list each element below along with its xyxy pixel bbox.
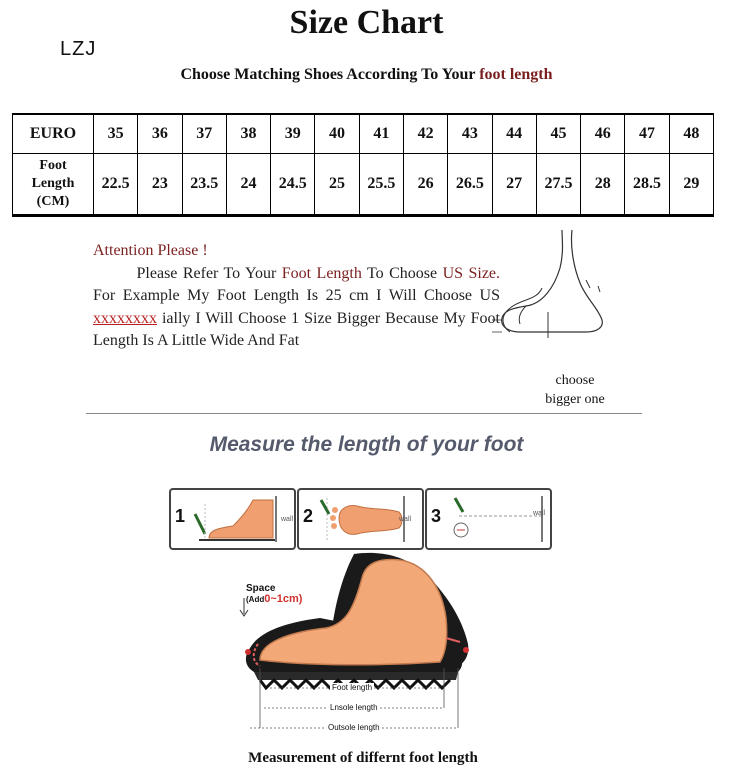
attention-note [93, 240, 500, 353]
foot-side-icon [189, 494, 293, 546]
step-3 [425, 488, 552, 550]
foot-length-cell: 23 [138, 154, 182, 215]
caption-line: bigger one [545, 392, 605, 407]
section-divider [86, 413, 642, 414]
step-number: 3 [431, 506, 442, 526]
foot-length-header-line: Length [31, 176, 75, 191]
caption-line: choose [555, 373, 595, 388]
table-bottom-rule [12, 215, 714, 217]
foot-length-header [13, 154, 94, 215]
foot-length-cell: 25.5 [359, 154, 403, 215]
foot-length-cell: 28.5 [625, 154, 669, 215]
foot-length-row [13, 154, 714, 215]
euro-header: EURO [13, 115, 94, 154]
euro-size-cell: 46 [581, 115, 625, 154]
step-2 [297, 488, 424, 550]
foot-length-cell: 27 [492, 154, 536, 215]
attention-text [93, 263, 500, 353]
space-label [246, 583, 302, 605]
euro-size-cell: 44 [492, 115, 536, 154]
euro-row [13, 115, 714, 154]
foot-length-cell: 24.5 [271, 154, 315, 215]
note-us-size: US Size. [442, 264, 501, 282]
foot-length-cell: 26 [403, 154, 447, 215]
euro-size-cell: 39 [271, 115, 315, 154]
note-seg: ially I Will Choose 1 Size Bigger Because My Foot Length Is A Little Wide And Fat [93, 309, 500, 349]
brand-label: LZJ [60, 38, 97, 60]
foot-length-cell: 25 [315, 154, 359, 215]
ruler-measure-icon [445, 494, 549, 546]
foot-length-cell: 26.5 [448, 154, 492, 215]
step-1 [169, 488, 296, 550]
outsole-length-label: Outsole length [328, 723, 380, 732]
foot-length-header-line: (CM) [36, 194, 70, 209]
wall-label: wall [533, 510, 546, 517]
wall-label: wall [399, 516, 412, 523]
foot-length-cell: 27.5 [536, 154, 580, 215]
euro-size-cell: 41 [359, 115, 403, 154]
euro-size-cell: 37 [182, 115, 226, 154]
measure-title: Measure the length of your foot [209, 433, 524, 456]
foot-length-cell: 24 [226, 154, 270, 215]
step-number: 2 [303, 506, 314, 526]
foot-length-header-line: Foot [39, 158, 67, 173]
space-range: 0~1cm) [264, 593, 303, 605]
foot-length-cell: 29 [669, 154, 713, 215]
note-foot-length: Foot Length [281, 264, 362, 282]
euro-size-cell: 45 [536, 115, 580, 154]
space-add: (Add [246, 595, 265, 604]
note-seg: For Example My Foot Length Is 25 cm I Will Choose US [93, 287, 500, 304]
euro-size-cell: 40 [315, 115, 359, 154]
attention-heading: Attention Please ! [93, 242, 208, 259]
note-redacted: xxxxxxxx [93, 309, 157, 327]
foot-in-shoe-icon [490, 228, 630, 348]
step-number: 1 [175, 506, 186, 526]
euro-size-cell: 35 [94, 115, 138, 154]
space-range-line [246, 594, 302, 605]
choose-bigger-caption [530, 371, 620, 409]
note-seg: To Choose [361, 264, 443, 282]
wall-label: wall [281, 516, 294, 523]
foot-length-cell: 23.5 [182, 154, 226, 215]
euro-size-cell: 36 [138, 115, 182, 154]
note-seg: Please Refer To Your [136, 264, 282, 282]
euro-size-cell: 47 [625, 115, 669, 154]
insole-length-label: Lnsole length [330, 703, 378, 712]
euro-size-cell: 43 [448, 115, 492, 154]
subtitle-main: Choose Matching Shoes According To Your [180, 66, 480, 83]
foot-length-label: Foot length [332, 683, 373, 692]
euro-size-cell: 38 [226, 115, 270, 154]
size-chart-table [12, 114, 714, 215]
subtitle [0, 66, 733, 84]
foot-length-cell: 22.5 [94, 154, 138, 215]
page-title: Size Chart [289, 4, 444, 41]
euro-size-cell: 42 [403, 115, 447, 154]
euro-size-cell: 48 [669, 115, 713, 154]
space-text: Space [246, 583, 276, 594]
foot-length-cell: 28 [581, 154, 625, 215]
subtitle-highlight: foot length [479, 66, 553, 83]
measurement-caption: Measurement of differnt foot length [248, 750, 478, 766]
